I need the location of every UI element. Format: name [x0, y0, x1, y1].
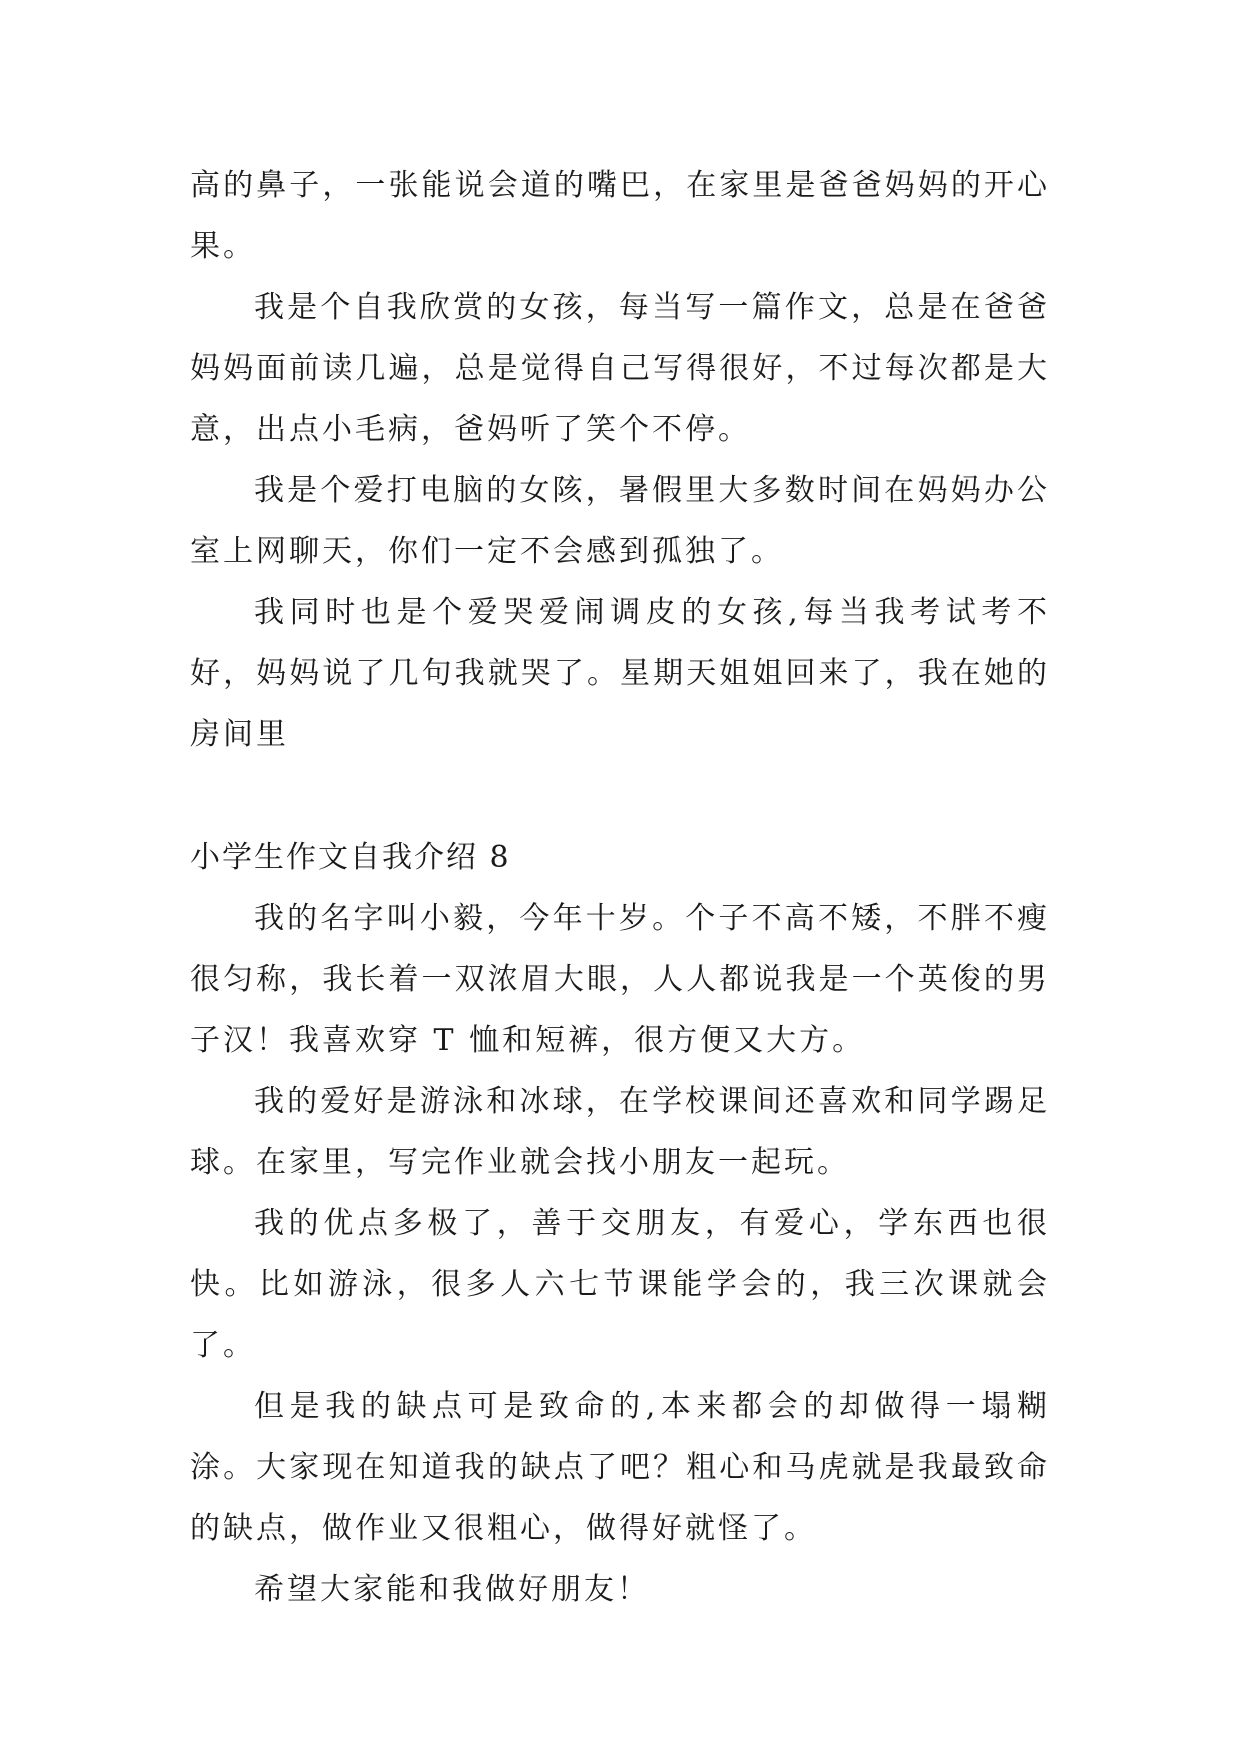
paragraph: 但是我的缺点可是致命的,本来都会的却做得一塌糊涂。大家现在知道我的缺点了吧？粗心和马虎就是我最致命的缺点，做作业又很粗心，做得好就怪了。: [190, 1389, 1050, 1546]
paragraph: 我的优点多极了，善于交朋友，有爱心，学东西也很快。比如游泳，很多人六七节课能学会的，我三次课就会了。: [190, 1206, 1050, 1363]
paragraph: 我的爱好是游泳和冰球，在学校课间还喜欢和同学踢足球。在家里，写完作业就会找小朋友一起玩。: [190, 1084, 1050, 1180]
paragraph: 我的名字叫小毅，今年十岁。个子不高不矮，不胖不瘦很匀称，我长着一双浓眉大眼，人人都说我是一个英俊的男子汉！我喜欢穿 T 恤和短裤，很方便又大方。: [190, 901, 1050, 1058]
document-body: [190, 155, 1050, 1620]
paragraph: 我同时也是个爱哭爱闹调皮的女孩,每当我考试考不好，妈妈说了几句我就哭了。星期天姐姐回来了，我在她的房间里: [190, 595, 1050, 752]
paragraph: 希望大家能和我做好朋友！: [254, 1572, 650, 1607]
section-title: 小学生作文自我介绍 8: [190, 840, 511, 875]
paragraph-continued: 高的鼻子，一张能说会道的嘴巴，在家里是爸爸妈妈的开心果。: [190, 168, 1050, 264]
paragraph: 我是个自我欣赏的女孩，每当写一篇作文，总是在爸爸妈妈面前读几遍，总是觉得自己写得很好，不过每次都是大意，出点小毛病，爸妈听了笑个不停。: [190, 290, 1050, 447]
paragraph: 我是个爱打电脑的女陔，暑假里大多数时间在妈妈办公室上网聊天，你们一定不会感到孤独了。: [190, 473, 1050, 569]
